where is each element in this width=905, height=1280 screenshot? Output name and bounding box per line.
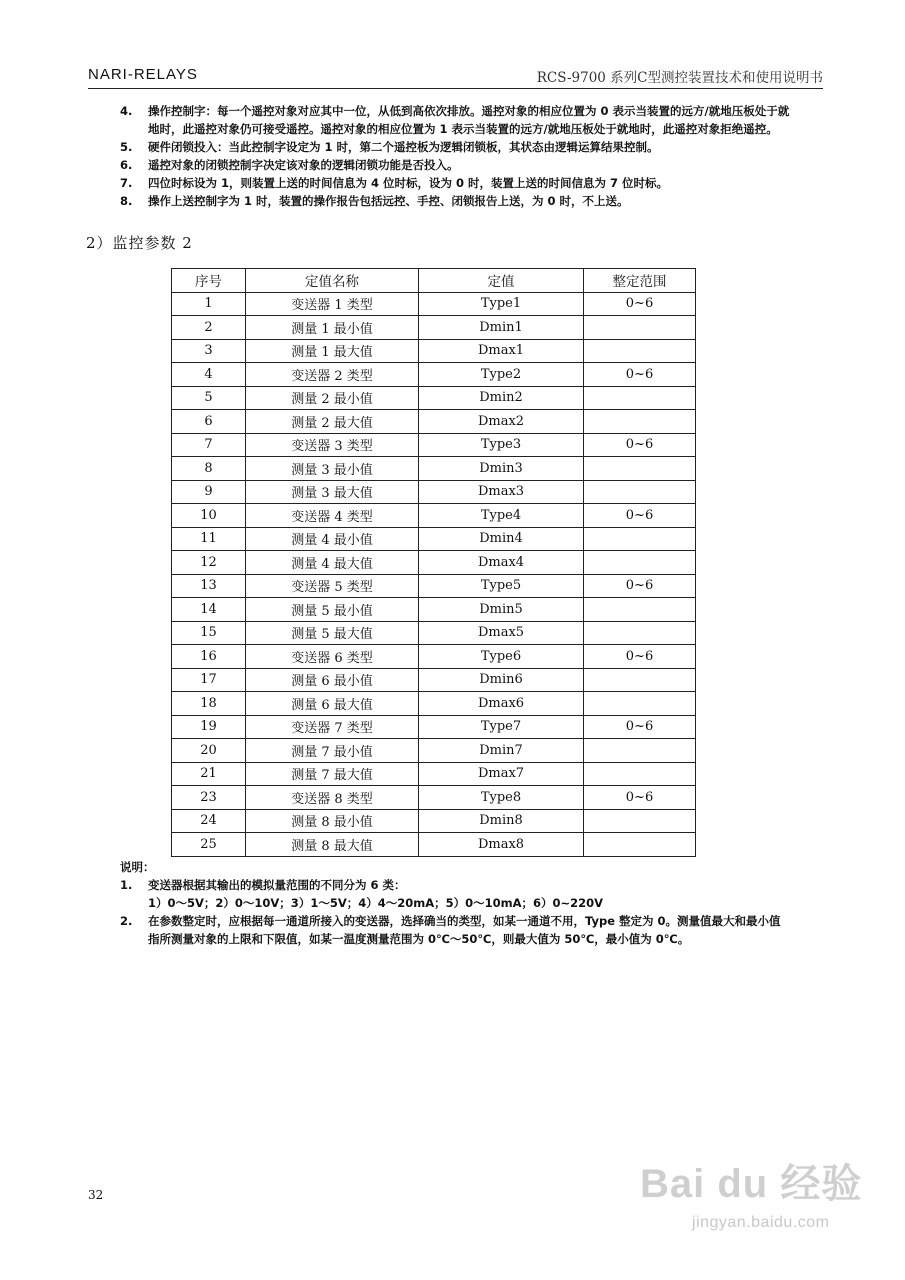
param-name-cell: 测量 7 最大值 bbox=[246, 762, 419, 786]
note-text: 遥控对象的闭锁控制字决定该对象的逻辑闭锁功能是否投入。 bbox=[148, 158, 459, 172]
table-row bbox=[172, 363, 696, 387]
table-row bbox=[172, 715, 696, 739]
row-index-cell: 25 bbox=[172, 833, 246, 857]
range-cell bbox=[584, 527, 696, 551]
row-index-cell: 9 bbox=[172, 480, 246, 504]
row-index-cell: 11 bbox=[172, 527, 246, 551]
param-value-cell: Dmax7 bbox=[419, 762, 584, 786]
range-cell: 0~6 bbox=[584, 574, 696, 598]
row-index-cell: 20 bbox=[172, 739, 246, 763]
section-title: 2）监控参数 2 bbox=[86, 234, 193, 252]
note-item bbox=[120, 156, 790, 174]
param-name-cell: 测量 5 最大值 bbox=[246, 621, 419, 645]
param-name-cell: 测量 8 最小值 bbox=[246, 809, 419, 833]
param-value-cell: Dmax1 bbox=[419, 339, 584, 363]
param-name-cell: 变送器 7 类型 bbox=[246, 715, 419, 739]
param-value-cell: Dmin7 bbox=[419, 739, 584, 763]
note-text: 四位时标设为 1，则装置上送的时间信息为 4 位时标，设为 0 时，装置上送的时间信息为 7 位时标。 bbox=[148, 176, 669, 190]
param-value-cell: Dmax3 bbox=[419, 480, 584, 504]
range-cell bbox=[584, 692, 696, 716]
param-name-cell: 测量 4 最小值 bbox=[246, 527, 419, 551]
range-cell bbox=[584, 457, 696, 481]
page-header bbox=[88, 66, 823, 89]
param-value-cell: Dmin6 bbox=[419, 668, 584, 692]
param-name-cell: 测量 7 最小值 bbox=[246, 739, 419, 763]
row-index-cell: 14 bbox=[172, 598, 246, 622]
table-row bbox=[172, 551, 696, 575]
explanation-item bbox=[120, 876, 790, 894]
transmitter-type-list: 1）0～5V；2）0～10V；3）1～5V；4）4～20mA；5）0～10mA；6）0~220V bbox=[148, 896, 604, 910]
note-number: 8. bbox=[120, 194, 133, 208]
row-index-cell: 6 bbox=[172, 410, 246, 434]
range-cell: 0~6 bbox=[584, 292, 696, 316]
range-cell: 0~6 bbox=[584, 504, 696, 528]
table-row bbox=[172, 598, 696, 622]
range-cell bbox=[584, 762, 696, 786]
explanation-text: 在参数整定时，应根据每一通道所接入的变送器，选择确当的类型，如某一通道不用，Type 整定为 0。测量值最大和最小值指所测量对象的上限和下限值，如某一温度测量范围为 0℃～50℃，则最大值为 50℃，最小值为 0℃。 bbox=[148, 914, 781, 946]
explanation-title: 说明： bbox=[120, 860, 155, 874]
range-cell bbox=[584, 668, 696, 692]
explanation-text: 变送器根据其输出的模拟量范围的不同分为 6 类： bbox=[148, 878, 406, 892]
param-value-cell: Dmax5 bbox=[419, 621, 584, 645]
table-row bbox=[172, 292, 696, 316]
range-cell bbox=[584, 598, 696, 622]
param-name-cell: 测量 5 最小值 bbox=[246, 598, 419, 622]
param-value-cell: Dmax4 bbox=[419, 551, 584, 575]
table-row bbox=[172, 316, 696, 340]
param-name-cell: 测量 4 最大值 bbox=[246, 551, 419, 575]
column-header-value: 定值 bbox=[419, 269, 584, 293]
row-index-cell: 21 bbox=[172, 762, 246, 786]
param-value-cell: Dmin1 bbox=[419, 316, 584, 340]
table-row bbox=[172, 786, 696, 810]
param-name-cell: 变送器 5 类型 bbox=[246, 574, 419, 598]
table-header-row bbox=[172, 269, 696, 293]
note-text: 操作控制字：每一个遥控对象对应其中一位，从低到高依次排放。遥控对象的相应位置为 0 表示当装置的远方/就地压板处于就地时，此遥控对象仍可接受遥控。遥控对象的相应位置为 1 表示当装置的远方/就地压板处于就地时，此遥控对象拒绝遥控。 bbox=[148, 104, 790, 136]
row-index-cell: 18 bbox=[172, 692, 246, 716]
range-cell bbox=[584, 739, 696, 763]
watermark-url: jingyan.baidu.com bbox=[692, 1214, 830, 1231]
param-value-cell: Dmin3 bbox=[419, 457, 584, 481]
row-index-cell: 23 bbox=[172, 786, 246, 810]
range-cell bbox=[584, 551, 696, 575]
param-name-cell: 测量 3 最大值 bbox=[246, 480, 419, 504]
monitoring-parameter-table bbox=[171, 268, 696, 857]
table-body bbox=[172, 292, 696, 856]
explanation-number: 1. bbox=[120, 878, 133, 892]
table-row bbox=[172, 692, 696, 716]
param-value-cell: Type8 bbox=[419, 786, 584, 810]
row-index-cell: 24 bbox=[172, 809, 246, 833]
column-header-name: 定值名称 bbox=[246, 269, 419, 293]
page-number: 32 bbox=[88, 1188, 104, 1202]
table-row bbox=[172, 809, 696, 833]
column-header-index: 序号 bbox=[172, 269, 246, 293]
note-number: 5. bbox=[120, 140, 133, 154]
param-name-cell: 测量 1 最小值 bbox=[246, 316, 419, 340]
param-name-cell: 测量 6 最小值 bbox=[246, 668, 419, 692]
param-value-cell: Type3 bbox=[419, 433, 584, 457]
param-value-cell: Dmax8 bbox=[419, 833, 584, 857]
range-cell: 0~6 bbox=[584, 715, 696, 739]
range-cell bbox=[584, 339, 696, 363]
param-value-cell: Type6 bbox=[419, 645, 584, 669]
param-value-cell: Dmax2 bbox=[419, 410, 584, 434]
row-index-cell: 1 bbox=[172, 292, 246, 316]
table-row bbox=[172, 433, 696, 457]
range-cell bbox=[584, 809, 696, 833]
param-value-cell: Dmin2 bbox=[419, 386, 584, 410]
table-row bbox=[172, 410, 696, 434]
range-cell bbox=[584, 386, 696, 410]
table-row bbox=[172, 739, 696, 763]
param-value-cell: Type2 bbox=[419, 363, 584, 387]
table-row bbox=[172, 480, 696, 504]
range-cell: 0~6 bbox=[584, 645, 696, 669]
header-manual-title: RCS-9700 系列C型测控装置技术和使用说明书 bbox=[536, 70, 823, 86]
table-row bbox=[172, 833, 696, 857]
explanation-section bbox=[120, 858, 790, 948]
param-name-cell: 变送器 1 类型 bbox=[246, 292, 419, 316]
table-row bbox=[172, 645, 696, 669]
row-index-cell: 13 bbox=[172, 574, 246, 598]
range-cell: 0~6 bbox=[584, 363, 696, 387]
explanation-number: 2. bbox=[120, 914, 133, 928]
row-index-cell: 4 bbox=[172, 363, 246, 387]
param-name-cell: 变送器 3 类型 bbox=[246, 433, 419, 457]
range-cell bbox=[584, 621, 696, 645]
row-index-cell: 8 bbox=[172, 457, 246, 481]
table-row bbox=[172, 527, 696, 551]
baidu-jingyan-watermark bbox=[640, 1138, 870, 1248]
table-row bbox=[172, 386, 696, 410]
row-index-cell: 5 bbox=[172, 386, 246, 410]
table-row bbox=[172, 504, 696, 528]
range-cell: 0~6 bbox=[584, 786, 696, 810]
range-cell: 0~6 bbox=[584, 433, 696, 457]
header-brand: NARI-RELAYS bbox=[88, 66, 198, 83]
param-value-cell: Dmin8 bbox=[419, 809, 584, 833]
row-index-cell: 15 bbox=[172, 621, 246, 645]
param-value-cell: Dmax6 bbox=[419, 692, 584, 716]
note-number: 6. bbox=[120, 158, 133, 172]
param-value-cell: Type5 bbox=[419, 574, 584, 598]
param-value-cell: Dmin5 bbox=[419, 598, 584, 622]
row-index-cell: 7 bbox=[172, 433, 246, 457]
param-name-cell: 测量 6 最大值 bbox=[246, 692, 419, 716]
param-name-cell: 测量 8 最大值 bbox=[246, 833, 419, 857]
table-row bbox=[172, 339, 696, 363]
table-row bbox=[172, 621, 696, 645]
param-value-cell: Type1 bbox=[419, 292, 584, 316]
row-index-cell: 2 bbox=[172, 316, 246, 340]
table-row bbox=[172, 457, 696, 481]
note-item bbox=[120, 102, 790, 138]
note-text: 操作上送控制字为 1 时，装置的操作报告包括远控、手控、闭锁报告上送，为 0 时，不上送。 bbox=[148, 194, 629, 208]
param-name-cell: 测量 1 最大值 bbox=[246, 339, 419, 363]
range-cell bbox=[584, 833, 696, 857]
control-word-notes bbox=[120, 102, 790, 210]
table-row bbox=[172, 574, 696, 598]
param-name-cell: 变送器 8 类型 bbox=[246, 786, 419, 810]
note-item bbox=[120, 138, 790, 156]
watermark-logo-text: Bai du 经验 bbox=[640, 1162, 863, 1206]
note-item bbox=[120, 192, 790, 210]
table-row bbox=[172, 762, 696, 786]
note-number: 4. bbox=[120, 104, 133, 118]
row-index-cell: 12 bbox=[172, 551, 246, 575]
table-row bbox=[172, 668, 696, 692]
row-index-cell: 3 bbox=[172, 339, 246, 363]
range-cell bbox=[584, 480, 696, 504]
row-index-cell: 17 bbox=[172, 668, 246, 692]
note-text: 硬件闭锁投入：当此控制字设定为 1 时，第二个遥控板为逻辑闭锁板，其状态由逻辑运算结果控制。 bbox=[148, 140, 659, 154]
explanation-item bbox=[120, 912, 790, 948]
row-index-cell: 19 bbox=[172, 715, 246, 739]
param-name-cell: 测量 2 最小值 bbox=[246, 386, 419, 410]
param-name-cell: 测量 3 最小值 bbox=[246, 457, 419, 481]
param-name-cell: 变送器 6 类型 bbox=[246, 645, 419, 669]
range-cell bbox=[584, 316, 696, 340]
note-number: 7. bbox=[120, 176, 133, 190]
row-index-cell: 10 bbox=[172, 504, 246, 528]
param-name-cell: 测量 2 最大值 bbox=[246, 410, 419, 434]
row-index-cell: 16 bbox=[172, 645, 246, 669]
column-header-range: 整定范围 bbox=[584, 269, 696, 293]
range-cell bbox=[584, 410, 696, 434]
param-name-cell: 变送器 4 类型 bbox=[246, 504, 419, 528]
param-value-cell: Type7 bbox=[419, 715, 584, 739]
param-value-cell: Dmin4 bbox=[419, 527, 584, 551]
param-value-cell: Type4 bbox=[419, 504, 584, 528]
param-name-cell: 变送器 2 类型 bbox=[246, 363, 419, 387]
note-item bbox=[120, 174, 790, 192]
